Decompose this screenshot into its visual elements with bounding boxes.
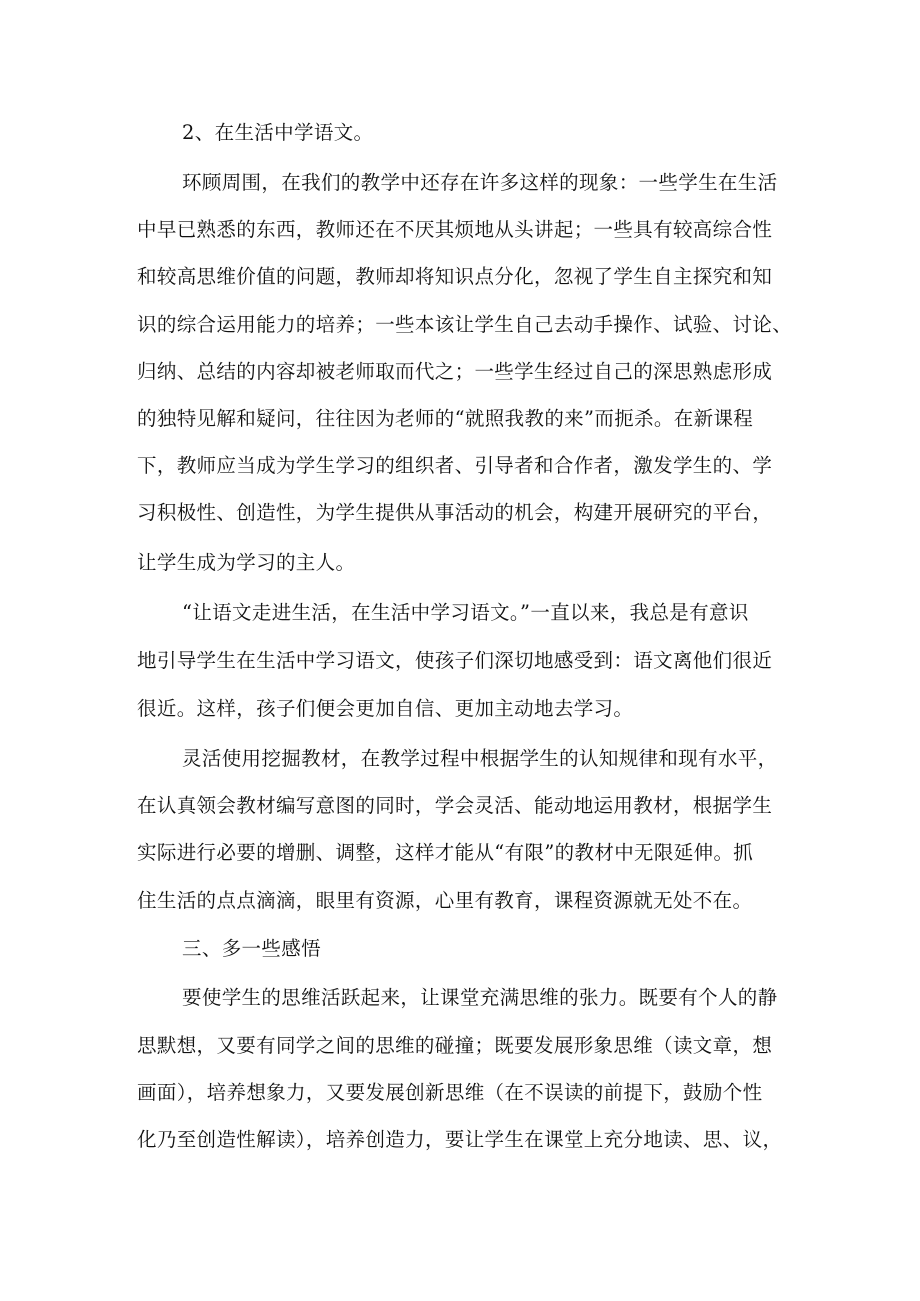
paragraph-line: “让语文走进生活，在生活中学习语文。”一直以来，我总是有意识 bbox=[182, 601, 749, 624]
paragraph-line: 和较高思维价值的问题，教师却将知识点分化，忽视了学生自主探究和知 bbox=[137, 265, 773, 288]
paragraph-line: 在认真领会教材编写意图的同时，学会灵活、能动地运用教材，根据学生 bbox=[137, 794, 773, 817]
paragraph-line: 地引导学生在生活中学习语文，使孩子们深切地感受到：语文离他们很近 bbox=[137, 649, 773, 672]
paragraph-line: 习积极性、创造性，为学生提供从事活动的机会，构建开展研究的平台， bbox=[137, 501, 773, 524]
paragraph-line: 中早已熟悉的东西，教师还在不厌其烦地从头讲起；一些具有较高综合性 bbox=[137, 218, 773, 241]
paragraph-line: 归纳、总结的内容却被老师取而代之；一些学生经过自己的深思熟虑形成 bbox=[137, 360, 773, 383]
paragraph-line: 环顾周围，在我们的教学中还存在许多这样的现象：一些学生在生活 bbox=[182, 171, 778, 194]
paragraph-line: 的独特见解和疑问，往往因为老师的“就照我教的来”而扼杀。在新课程 bbox=[137, 407, 754, 430]
paragraph-line: 灵活使用挖掘教材，在教学过程中根据学生的认知规律和现有水平， bbox=[182, 747, 778, 770]
section-heading: 2、在生活中学语文。 bbox=[182, 121, 374, 144]
paragraph-line: 实际进行必要的增删、调整，这样才能从“有限”的教材中无限延伸。抓 bbox=[137, 841, 754, 864]
paragraph-line: 下，教师应当成为学生学习的组织者、引导者和合作者，激发学生的、学 bbox=[137, 454, 773, 477]
paragraph-line: 画面），培养想象力，又要发展创新思维（在不误读的前提下，鼓励个性 bbox=[137, 1081, 763, 1104]
paragraph-line: 识的综合运用能力的培养；一些本该让学生自己去动手操作、试验、讨论、 bbox=[137, 313, 793, 336]
paragraph-line: 化乃至创造性解读），培养创造力，要让学生在课堂上充分地读、思、议， bbox=[137, 1128, 783, 1151]
paragraph-line: 要使学生的思维活跃起来，让课堂充满思维的张力。既要有个人的静 bbox=[182, 986, 778, 1009]
section-heading: 三、多一些感悟 bbox=[182, 937, 321, 960]
paragraph-line: 住生活的点点滴滴，眼里有资源，心里有教育，课程资源就无处不在。 bbox=[137, 889, 753, 912]
paragraph-line: 思默想，又要有同学之间的思维的碰撞；既要发展形象思维（读文章，想 bbox=[137, 1034, 773, 1057]
paragraph-line: 让学生成为学习的主人。 bbox=[137, 551, 356, 574]
paragraph-line: 很近。这样，孩子们便会更加自信、更加主动地去学习。 bbox=[137, 697, 634, 720]
